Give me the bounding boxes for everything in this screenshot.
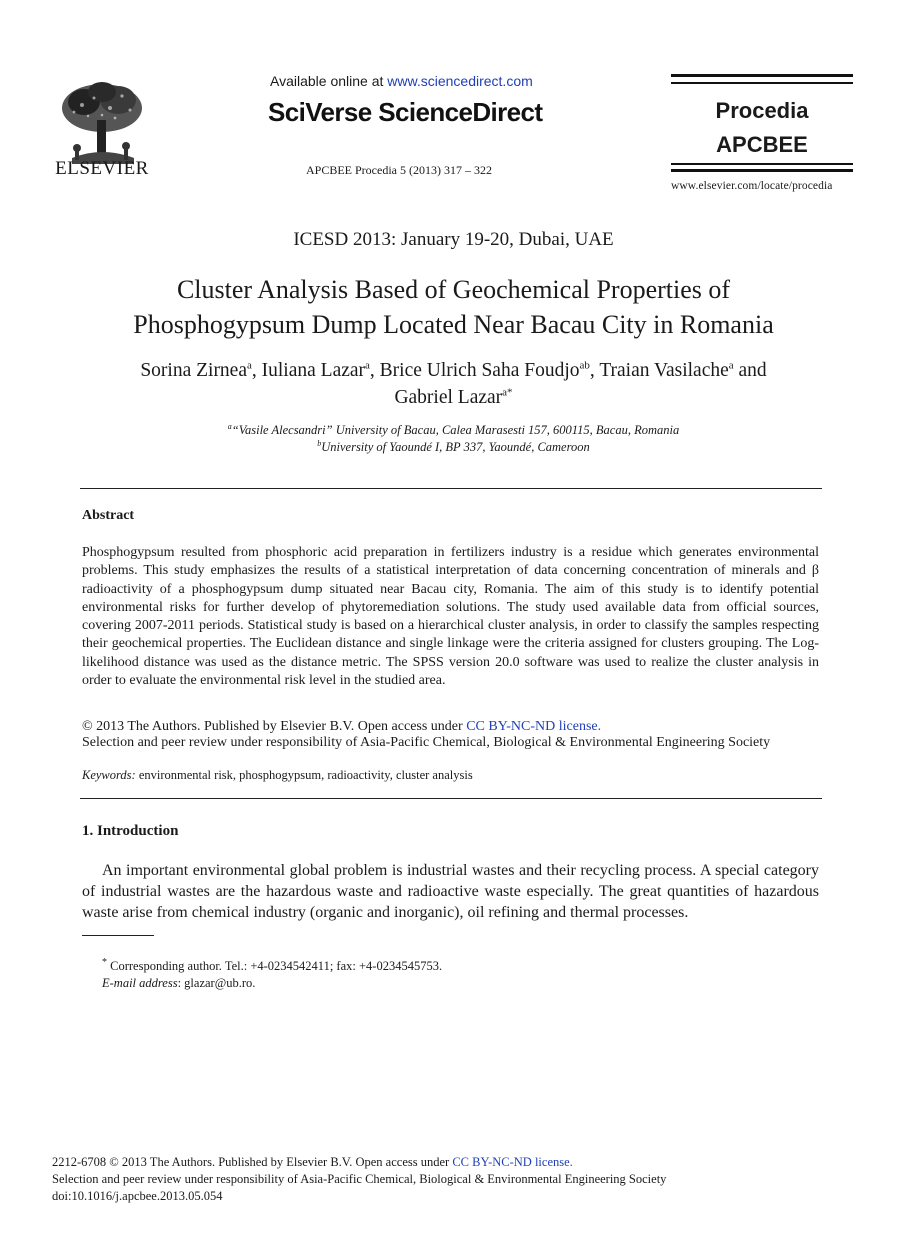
author-affiliation-mark: a* <box>502 386 513 399</box>
procedia-top-rule <box>671 74 853 77</box>
keywords-line <box>82 768 473 783</box>
procedia-title: Procedia <box>715 98 809 123</box>
affiliation-mark: b <box>317 438 322 448</box>
author: Sorina Zirnea <box>140 360 247 381</box>
footer-doi[interactable]: doi:10.1016/j.apcbee.2013.05.054 <box>52 1189 223 1203</box>
affiliation-b: $^b$University of Yaoundé I, BP 337, Yaoundé, Cameroon <box>317 438 590 454</box>
section-divider <box>80 798 822 799</box>
procedia-bottom-rule <box>671 169 853 172</box>
procedia-bottom-rule-thin <box>671 163 853 165</box>
footer-peer-review: Selection and peer review under responsibility of Asia-Pacific Chemical, Biological & Environmental Engineering Society <box>52 1172 667 1186</box>
keywords-list: environmental risk, phosphogypsum, radioactivity, cluster analysis <box>135 768 473 782</box>
abstract-body: Phosphogypsum resulted from phosphoric acid preparation in fertilizers industry is a residue which generates environmental problems. This study emphasizes the results of a statistical interpretation of data concerning concentration of minerals and β radioactivity of a phosphogypsum dump situated near Bacau city, Romania. The aim of this study is to identify potential environmental risks for further develop of phytoremediation solutions. The study used available data from official sources, covering 2007-2011 periods. Statistical study is based on a hierarchical cluster analysis, in order to classify the samples respecting their geochemical properties. The Euclidean distance and single linkage were the criteria assigned for clusters grouping. The Log-likelihood distance was used as the distance metric. The SPSS version 20.0 software was used to realize the cluster analysis in order to evaluate the environmental risk level in the studied area. <box>82 545 819 689</box>
author-list: Sorina Zirnea$^a$, Iuliana Lazar$^a$, Brice Ulrich Saha Foudjo$^{ab}$, Traian Vasilache$^a$ and Gabriel Lazar$^{a*}$ <box>140 359 767 408</box>
journal-url[interactable]: www.elsevier.com/locate/procedia <box>671 180 833 192</box>
author-affiliation-mark: a <box>365 359 370 372</box>
introduction-heading: 1. Introduction <box>82 823 179 839</box>
section-divider <box>80 488 822 489</box>
paper-title-line-1: Cluster Analysis Based of Geochemical Properties of <box>176 275 731 304</box>
email-label: E-mail address <box>102 976 178 990</box>
author: Iuliana Lazar <box>261 360 366 381</box>
author: Brice Ulrich Saha Foudjo <box>379 360 580 381</box>
procedia-top-rule-thin <box>671 82 853 84</box>
author: Traian Vasilache <box>599 360 729 381</box>
paper-title <box>60 272 847 342</box>
footnote-rule <box>82 935 154 936</box>
author-affiliation-mark: ab <box>579 359 590 372</box>
elsevier-wordmark: ELSEVIER <box>55 158 149 179</box>
introduction-body: An important environmental global problem is industrial wastes and their recycling process. A special category of industrial wastes are the hazardous waste and radioactive waste especially. The great quantities of hazardous waste arise from chemical industry (organic and inorganic), oil refining and thermal processes. <box>82 862 819 921</box>
journal-reference: APCBEE Procedia 5 (2013) 317 – 322 <box>306 163 492 177</box>
author-affiliation-mark: a <box>728 359 734 372</box>
peer-review-line: Selection and peer review under responsibility of Asia-Pacific Chemical, Biological & Environmental Engineering Society <box>82 735 771 750</box>
procedia-logo <box>671 94 853 162</box>
email-footnote <box>102 976 255 991</box>
sciencedirect-link[interactable]: www.sciencedirect.com <box>387 73 533 89</box>
email-address[interactable]: : glazar@ub.ro. <box>177 976 256 990</box>
affiliation-mark: a <box>227 421 232 431</box>
available-online-label: Available online at <box>270 73 388 89</box>
footer-license-link[interactable]: CC BY-NC-ND license. <box>452 1155 573 1169</box>
available-online-line <box>270 73 533 89</box>
license-link[interactable]: CC BY-NC-ND license. <box>466 719 602 734</box>
author: Gabriel Lazar <box>394 387 503 408</box>
copyright-line: © 2013 The Authors. Published by Elsevier B.V. Open access under CC BY-NC-ND license. <box>82 719 602 734</box>
conference-line: ICESD 2013: January 19-20, Dubai, UAE <box>293 229 614 250</box>
footer-issn-line: 2212-6708 © 2013 The Authors. Published by Elsevier B.V. Open access under CC BY-NC-ND license. <box>52 1155 573 1169</box>
procedia-subtitle: APCBEE <box>716 132 808 157</box>
sciverse-sciencedirect-logo: SciVerse ScienceDirect <box>268 97 543 127</box>
abstract-heading: Abstract <box>82 508 135 523</box>
affiliation-a: $^a$“Vasile Alecsandri” University of Bacau, Calea Marasesti 157, 600115, Bacau, Romania <box>227 421 680 437</box>
footnote-marker: * <box>102 957 107 968</box>
corresponding-author-footnote: * Corresponding author. Tel.: +4-0234542411; fax: +4-0234545753. <box>102 957 443 974</box>
paper-title-line-2: Phosphogypsum Dump Located Near Bacau City in Romania <box>133 310 774 339</box>
keywords-label: Keywords: <box>82 768 136 782</box>
author-affiliation-mark: a <box>247 359 252 372</box>
